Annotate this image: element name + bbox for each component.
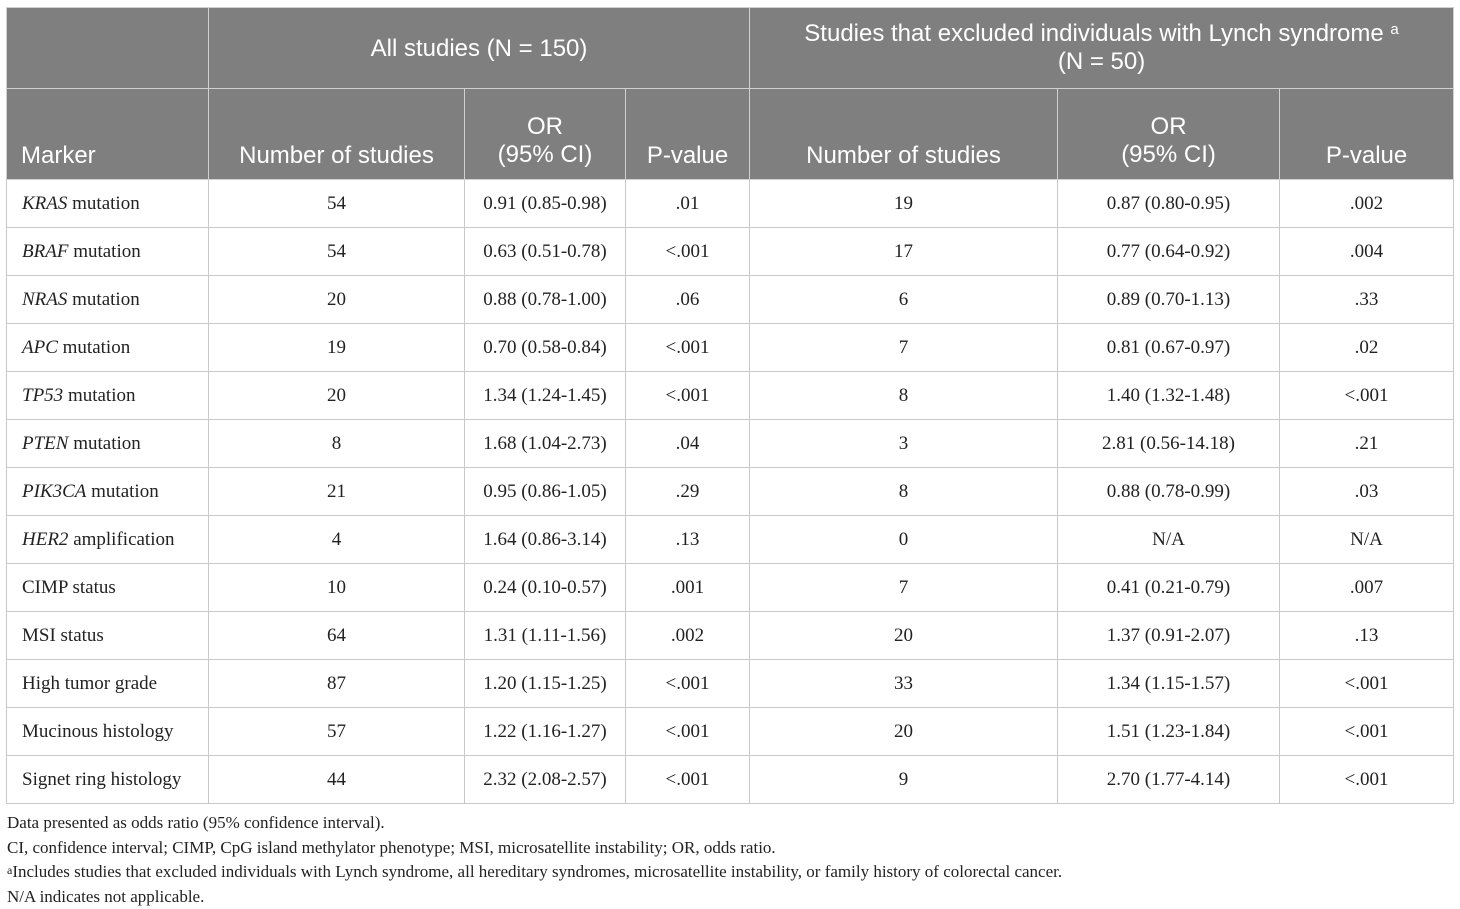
marker-label: CIMP status <box>22 576 116 598</box>
cell-marker <box>7 612 209 660</box>
cell-marker <box>7 420 209 468</box>
cell-or-all: 0.95 (0.86-1.05) <box>465 468 626 516</box>
cell-or-all: 0.88 (0.78-1.00) <box>465 276 626 324</box>
cell-marker <box>7 660 209 708</box>
header-or-all-line2: (95% CI) <box>497 141 593 168</box>
cell-marker <box>7 228 209 276</box>
cell-p-value-all: <.001 <box>626 324 750 372</box>
cell-or-excluded: 1.51 (1.23-1.84) <box>1058 708 1280 756</box>
cell-p-value-all: .04 <box>626 420 750 468</box>
cell-p-value-excluded: .02 <box>1280 324 1454 372</box>
cell-p-value-all: <.001 <box>626 228 750 276</box>
cell-marker <box>7 276 209 324</box>
table-row <box>7 612 1454 660</box>
header-or-all-line1: OR <box>527 113 563 140</box>
cell-p-value-all: <.001 <box>626 660 750 708</box>
cell-or-excluded: 0.77 (0.64-0.92) <box>1058 228 1280 276</box>
cell-p-value-all: <.001 <box>626 708 750 756</box>
cell-p-value-excluded: .33 <box>1280 276 1454 324</box>
table-figure <box>6 7 1453 909</box>
cell-number-of-studies-excluded: 20 <box>750 612 1058 660</box>
table-row <box>7 756 1454 804</box>
marker-label: Mucinous histology <box>22 720 174 742</box>
cell-number-of-studies-all: 4 <box>209 516 465 564</box>
footnote-marker-a: a <box>1390 21 1399 38</box>
footnote-line-3-marker: a <box>7 863 13 877</box>
cell-or-excluded: 0.81 (0.67-0.97) <box>1058 324 1280 372</box>
header-p-value-excluded: P-value <box>1280 89 1454 180</box>
marker-gene-name: PTEN <box>22 432 69 454</box>
header-number-of-studies-all: Number of studies <box>209 89 465 180</box>
cell-number-of-studies-all: 54 <box>209 228 465 276</box>
cell-number-of-studies-excluded: 0 <box>750 516 1058 564</box>
odds-ratio-table <box>6 7 1454 804</box>
cell-number-of-studies-all: 20 <box>209 276 465 324</box>
cell-or-all: 1.68 (1.04-2.73) <box>465 420 626 468</box>
cell-number-of-studies-excluded: 6 <box>750 276 1058 324</box>
header-number-of-studies-excluded: Number of studies <box>750 89 1058 180</box>
cell-or-all: 0.24 (0.10-0.57) <box>465 564 626 612</box>
cell-marker <box>7 516 209 564</box>
cell-p-value-excluded: <.001 <box>1280 756 1454 804</box>
header-or-excluded-line1: OR <box>1150 113 1187 140</box>
table-row <box>7 180 1454 228</box>
cell-number-of-studies-excluded: 9 <box>750 756 1058 804</box>
cell-or-all: 2.32 (2.08-2.57) <box>465 756 626 804</box>
cell-number-of-studies-excluded: 3 <box>750 420 1058 468</box>
cell-number-of-studies-excluded: 7 <box>750 564 1058 612</box>
marker-gene-name: NRAS <box>22 288 68 310</box>
cell-marker <box>7 564 209 612</box>
marker-label: MSI status <box>22 624 104 646</box>
cell-number-of-studies-all: 64 <box>209 612 465 660</box>
cell-p-value-excluded: .13 <box>1280 612 1454 660</box>
marker-gene-name: APC <box>22 336 58 358</box>
cell-p-value-excluded: <.001 <box>1280 708 1454 756</box>
header-or-excluded-line2: (95% CI) <box>1121 141 1216 168</box>
cell-p-value-excluded: .002 <box>1280 180 1454 228</box>
cell-number-of-studies-excluded: 20 <box>750 708 1058 756</box>
cell-number-of-studies-all: 44 <box>209 756 465 804</box>
cell-p-value-all: .01 <box>626 180 750 228</box>
cell-number-of-studies-excluded: 8 <box>750 468 1058 516</box>
cell-marker <box>7 372 209 420</box>
cell-or-excluded: 1.40 (1.32-1.48) <box>1058 372 1280 420</box>
marker-gene-name: TP53 <box>22 384 64 406</box>
footnote-line-3 <box>7 860 1453 885</box>
header-group-excluded-line1: Studies that excluded individuals with Lynch syndrome <box>804 20 1384 47</box>
cell-or-excluded: 1.34 (1.15-1.57) <box>1058 660 1280 708</box>
cell-p-value-all: <.001 <box>626 756 750 804</box>
table-row <box>7 708 1454 756</box>
cell-or-all: 0.91 (0.85-0.98) <box>465 180 626 228</box>
footnote-line-4: N/A indicates not applicable. <box>7 886 205 906</box>
cell-or-all: 0.63 (0.51-0.78) <box>465 228 626 276</box>
cell-or-all: 1.31 (1.11-1.56) <box>465 612 626 660</box>
table-row <box>7 276 1454 324</box>
header-group-all-studies: All studies (N = 150) <box>209 8 750 89</box>
table-footnotes <box>7 811 1453 909</box>
cell-number-of-studies-all: 19 <box>209 324 465 372</box>
cell-or-excluded: 0.89 (0.70-1.13) <box>1058 276 1280 324</box>
header-column-row <box>7 89 1454 180</box>
header-p-value-all: P-value <box>626 89 750 180</box>
header-group-excluded-lynch <box>750 8 1454 89</box>
cell-p-value-all: .13 <box>626 516 750 564</box>
cell-or-all: 0.70 (0.58-0.84) <box>465 324 626 372</box>
marker-gene-name: HER2 <box>22 528 69 550</box>
cell-p-value-excluded: .004 <box>1280 228 1454 276</box>
cell-p-value-excluded: <.001 <box>1280 660 1454 708</box>
cell-marker <box>7 468 209 516</box>
cell-or-excluded: 2.81 (0.56-14.18) <box>1058 420 1280 468</box>
header-group-row <box>7 8 1454 89</box>
cell-p-value-excluded: N/A <box>1280 516 1454 564</box>
cell-p-value-all: .001 <box>626 564 750 612</box>
cell-or-excluded: 2.70 (1.77-4.14) <box>1058 756 1280 804</box>
cell-p-value-excluded: <.001 <box>1280 372 1454 420</box>
marker-label: mutation <box>67 288 140 310</box>
marker-label: mutation <box>67 192 140 214</box>
cell-number-of-studies-excluded: 33 <box>750 660 1058 708</box>
marker-label: mutation <box>68 432 141 454</box>
cell-number-of-studies-excluded: 8 <box>750 372 1058 420</box>
cell-or-excluded: N/A <box>1058 516 1280 564</box>
cell-number-of-studies-all: 21 <box>209 468 465 516</box>
cell-number-of-studies-excluded: 19 <box>750 180 1058 228</box>
header-empty-cell <box>7 8 209 89</box>
cell-or-excluded: 0.87 (0.80-0.95) <box>1058 180 1280 228</box>
cell-number-of-studies-all: 54 <box>209 180 465 228</box>
cell-or-all: 1.34 (1.24-1.45) <box>465 372 626 420</box>
table-row <box>7 228 1454 276</box>
cell-p-value-all: .06 <box>626 276 750 324</box>
table-row <box>7 516 1454 564</box>
cell-marker <box>7 708 209 756</box>
marker-label: Signet ring histology <box>22 768 182 790</box>
table-row <box>7 660 1454 708</box>
header-or-excluded <box>1058 89 1280 180</box>
marker-gene-name: KRAS <box>22 192 68 214</box>
marker-label: amplification <box>68 528 175 550</box>
cell-number-of-studies-all: 10 <box>209 564 465 612</box>
cell-marker <box>7 180 209 228</box>
header-group-excluded-line2: (N = 50) <box>1057 48 1146 75</box>
table-row <box>7 468 1454 516</box>
cell-or-all: 1.22 (1.16-1.27) <box>465 708 626 756</box>
cell-p-value-excluded: .007 <box>1280 564 1454 612</box>
marker-label: mutation <box>68 240 141 262</box>
cell-number-of-studies-excluded: 7 <box>750 324 1058 372</box>
cell-or-excluded: 0.88 (0.78-0.99) <box>1058 468 1280 516</box>
marker-label: mutation <box>63 384 136 406</box>
footnote-line-3-text: Includes studies that excluded individuals with Lynch syndrome, all hereditary syndromes, microsatellite instability, or family history of colorectal cancer. <box>12 862 1063 881</box>
cell-or-all: 1.20 (1.15-1.25) <box>465 660 626 708</box>
table-row <box>7 324 1454 372</box>
cell-p-value-excluded: .21 <box>1280 420 1454 468</box>
marker-gene-name: PIK3CA <box>22 480 87 502</box>
cell-or-all: 1.64 (0.86-3.14) <box>465 516 626 564</box>
cell-number-of-studies-all: 20 <box>209 372 465 420</box>
table-row <box>7 420 1454 468</box>
header-or-all <box>465 89 626 180</box>
cell-marker <box>7 756 209 804</box>
marker-label: mutation <box>86 480 159 502</box>
table-body <box>7 180 1454 804</box>
footnote-line-1: Data presented as odds ratio (95% confidence interval). <box>7 813 385 832</box>
cell-or-excluded: 0.41 (0.21-0.79) <box>1058 564 1280 612</box>
table-row <box>7 564 1454 612</box>
cell-p-value-all: .29 <box>626 468 750 516</box>
marker-gene-name: BRAF <box>22 240 69 262</box>
cell-number-of-studies-all: 57 <box>209 708 465 756</box>
footnote-line-2: CI, confidence interval; CIMP, CpG island methylator phenotype; MSI, microsatellite instability; OR, odds ratio. <box>7 837 776 857</box>
marker-label: High tumor grade <box>22 672 158 694</box>
cell-or-excluded: 1.37 (0.91-2.07) <box>1058 612 1280 660</box>
marker-label: mutation <box>57 336 131 358</box>
cell-number-of-studies-all: 87 <box>209 660 465 708</box>
cell-p-value-all: <.001 <box>626 372 750 420</box>
cell-p-value-excluded: .03 <box>1280 468 1454 516</box>
cell-p-value-all: .002 <box>626 612 750 660</box>
cell-marker <box>7 324 209 372</box>
cell-number-of-studies-excluded: 17 <box>750 228 1058 276</box>
header-marker: Marker <box>7 89 209 180</box>
table-row <box>7 372 1454 420</box>
cell-number-of-studies-all: 8 <box>209 420 465 468</box>
